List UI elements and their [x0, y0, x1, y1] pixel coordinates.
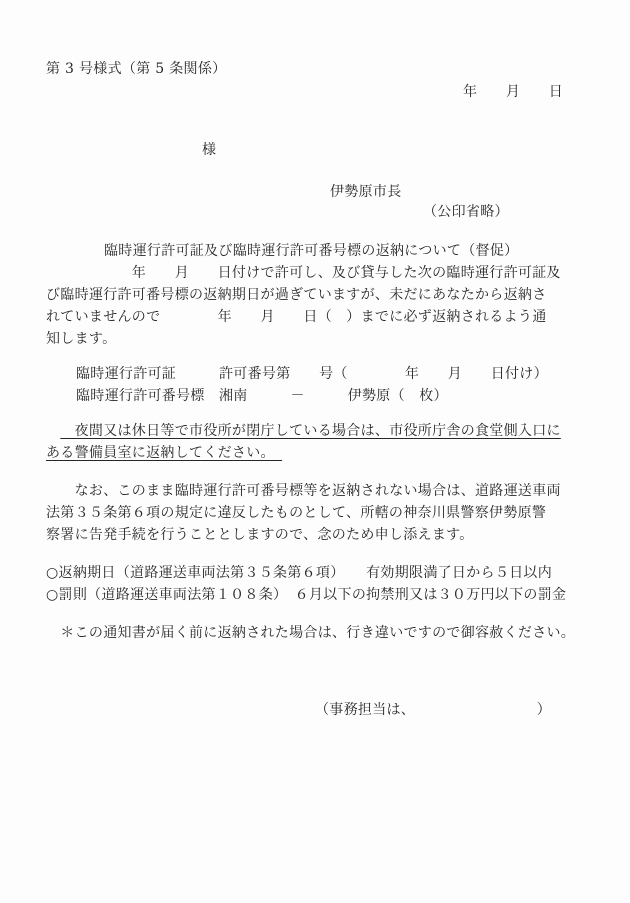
admin-contact-line: （事務担当は、 ）	[315, 702, 552, 718]
issue-date-line: 年 月 日	[463, 84, 564, 100]
after-hours-indent	[46, 423, 60, 439]
after-hours-underlined-text: 夜間又は休日等で市役所が閉庁している場合は、市役所庁舎の食堂側入口に ある警備員室に返納してください。	[46, 423, 561, 461]
after-hours-return-notice	[46, 420, 561, 464]
crossing-in-mail-footnote: ＊この通知書が届く前に返納された場合は、行き違いですので御容赦ください。	[46, 625, 576, 641]
form-number: 第 3 号様式（第 5 条関係）	[46, 61, 227, 77]
permit-certificate-line: 臨時運行許可証 許可番号第 号（ 年 月 日付け）	[76, 366, 548, 382]
subject-title: 臨時運行許可証及び臨時運行許可番号標の返納について（督促）	[104, 243, 519, 259]
seal-omitted-note: （公印省略）	[423, 204, 509, 220]
body-paragraph-overdue-notice: 年 月 日付けで許可し、及び貸与した次の臨時運行許可証及 び臨時運行許可番号標の返納期日が過ぎていますが、未だにあなたから返納さ れていませんので 年 月 日（ ）までに必ず返納されるよう通 知します。	[46, 265, 561, 347]
sender-name: 伊勢原市長	[330, 184, 402, 200]
recipient-honorific: 様	[202, 142, 217, 158]
body-paragraph-prosecution-warning: なお、このまま臨時運行許可番号標等を返納されない場合は、道路運送車両 法第３５条第６項の規定に違反したものとして、所轄の神奈川県警察伊勢原警 察署に告発手続を行うこととしますので、念のため申し添えます。	[46, 483, 561, 543]
return-deadline-item: ○返納期日（道路運送車両法第３５条第６項） 有効期限満了日から５日以内	[46, 565, 553, 581]
permit-plate-line: 臨時運行許可番号標 湘南 － 伊勢原（ 枚）	[76, 388, 448, 404]
penalty-item: ○罰則（道路運送車両法第１０８条） ６月以下の拘禁刑又は３０万円以下の罰金	[46, 587, 567, 603]
